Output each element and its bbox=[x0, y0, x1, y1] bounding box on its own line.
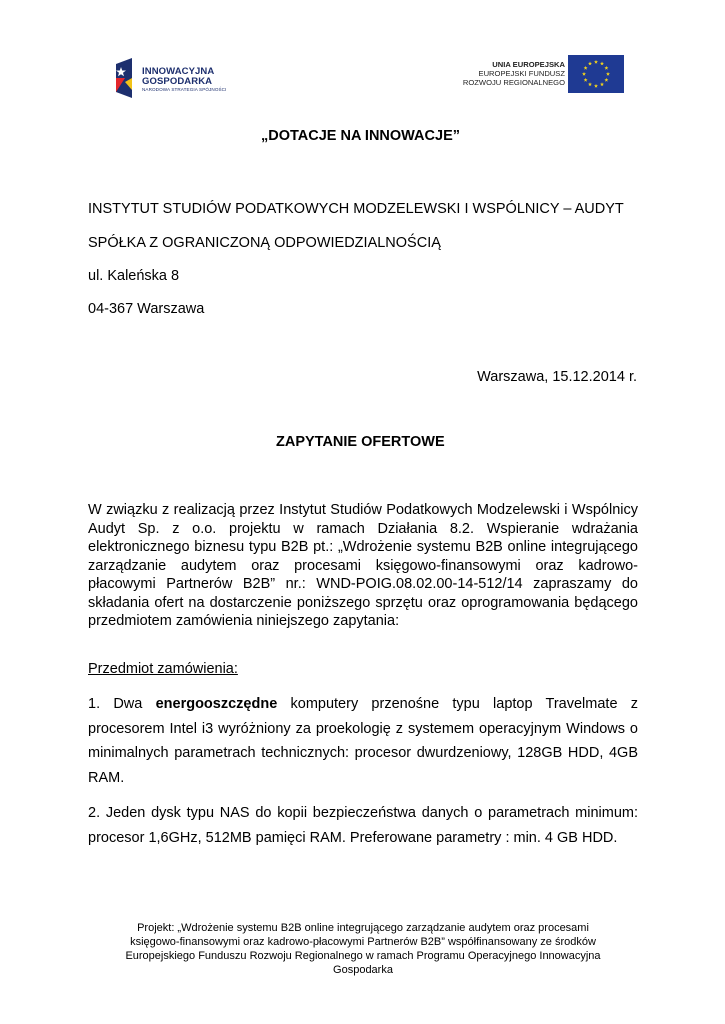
heading: „DOTACJE NA INNOWACJE” bbox=[261, 128, 460, 144]
document-title: ZAPYTANIE OFERTOWE bbox=[276, 434, 445, 450]
company-city: 04-367 Warszawa bbox=[88, 301, 205, 317]
logo-left-line3: NARODOWA STRATEGIA SPÓJNOŚCI bbox=[142, 87, 227, 92]
intro-line: zarządzanie audytem oraz procesami księgowo-finansowymi oraz kadrowo- bbox=[88, 557, 638, 574]
item1-line: procesorem Intel i3 wyróżniony za proekologię z systemem operacyjnym Windows o bbox=[88, 720, 638, 737]
eu-line1: UNIA EUROPEJSKA bbox=[492, 60, 565, 69]
footer-line: księgowo-finansowymi oraz kadrowo-płacowymi Partnerów B2B” współfinansowany ze środków bbox=[130, 936, 596, 948]
company-street: ul. Kaleńska 8 bbox=[88, 268, 180, 284]
eu-flag-icon bbox=[568, 55, 624, 93]
item2-line: 2. Jeden dysk typu NAS do kopii bezpieczeństwa danych o parametrach minimum: bbox=[88, 805, 638, 821]
intro-line: składania ofert na dostarczenie poniższego sprzętu oraz oprogramowania będącego bbox=[88, 594, 638, 611]
footer-line: Gospodarka bbox=[333, 964, 393, 976]
innowacyjna-gospodarka-emblem-icon bbox=[112, 58, 136, 98]
intro-line: elektronicznego biznesu typu B2B pt.: „Wdrożenie systemu B2B online integrującego bbox=[88, 539, 638, 555]
footer-project-note bbox=[78, 921, 648, 977]
intro-line: W związku z realizacją przez Instytut Studiów Podatkowych Modzelewski i Wspólnicy bbox=[88, 502, 638, 518]
intro-paragraph bbox=[88, 501, 638, 631]
company-name-line1: INSTYTUT STUDIÓW PODATKOWYCH MODZELEWSKI I WSPÓLNICY – AUDYT bbox=[88, 201, 624, 217]
footer-line: Projekt: „Wdrożenie systemu B2B online integrującego zarządzanie audytem oraz procesami bbox=[137, 922, 589, 934]
document-date: Warszawa, 15.12.2014 r. bbox=[477, 369, 637, 385]
intro-line: przedmiotem zamówienia niniejszego zapytania: bbox=[88, 613, 400, 629]
company-name-line2: SPÓŁKA Z OGRANICZONĄ ODPOWIEDZIALNOŚCIĄ bbox=[88, 235, 441, 251]
subject-heading: Przedmiot zamówienia: bbox=[88, 661, 238, 677]
order-item-2 bbox=[88, 801, 638, 850]
logo-left-line1: INNOWACYJNA bbox=[142, 66, 215, 77]
logo-left-line2: GOSPODARKA bbox=[142, 76, 213, 87]
item1-prefix: 1. Dwa bbox=[88, 696, 156, 712]
item1-line bbox=[88, 692, 638, 717]
item1-line: RAM. bbox=[88, 769, 125, 786]
order-item-1 bbox=[88, 692, 638, 790]
item2-line: procesor 1,6GHz, 512MB pamięci RAM. Preferowane parametry : min. 4 GB HDD. bbox=[88, 829, 618, 846]
innowacyjna-gospodarka-logo bbox=[112, 58, 242, 102]
intro-line: Audyt Sp. z o.o. projektu w ramach Działania 8.2. Wspieranie wdrażania bbox=[88, 520, 638, 537]
item1-suffix: komputery przenośne typu laptop Travelmate z bbox=[277, 696, 638, 712]
eu-logo bbox=[458, 55, 628, 95]
eu-line2: EUROPEJSKI FUNDUSZ bbox=[478, 69, 565, 78]
footer-line: Europejskiego Funduszu Rozwoju Regionalnego w ramach Programu Operacyjnego Innowacyjna bbox=[125, 950, 601, 962]
intro-line: płacowymi Partnerów B2B” nr.: WND-POIG.08.02.00-14-512/14 zapraszamy do bbox=[88, 576, 638, 592]
eu-line3: ROZWOJU REGIONALNEGO bbox=[462, 78, 565, 87]
item1-line: minimalnych parametrach technicznych: procesor dwurdzeniowy, 128GB HDD, 4GB bbox=[88, 745, 638, 761]
item1-bold-term: energooszczędne bbox=[155, 696, 278, 712]
